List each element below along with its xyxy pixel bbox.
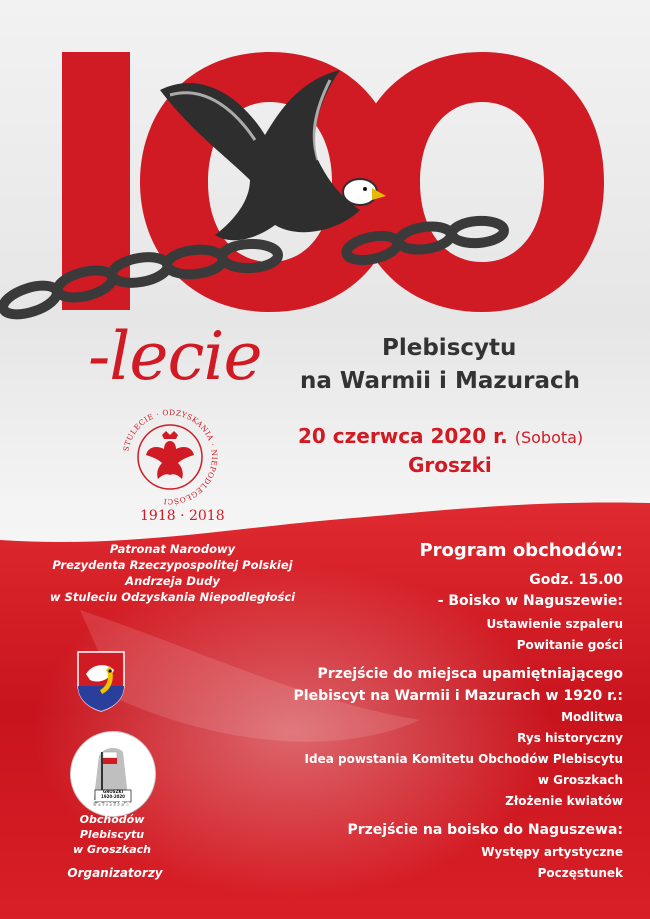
program-heading: Program obchodów: <box>419 540 623 561</box>
program-item: Występy artystyczne <box>481 845 623 859</box>
program-item: Modlitwa <box>561 710 623 724</box>
event-date <box>298 424 583 448</box>
patronat-line: Prezydenta Rzeczypospolitej Polskiej <box>52 558 293 572</box>
digit-zero-2 <box>352 52 604 312</box>
program-item: Poczęstunek <box>537 866 623 880</box>
program-item: Rys historyczny <box>517 731 623 745</box>
komitet-line: w Groszkach <box>72 843 152 856</box>
event-day: (Sobota) <box>514 428 584 447</box>
title-line2: na Warmii i Mazurach <box>300 368 580 394</box>
program-section: Plebiscyt na Warmii i Mazurach w 1920 r.: <box>293 688 623 704</box>
komitet-logo-label: GROSZKI 1920-2020 <box>101 789 125 799</box>
komitet-line: Obchodów <box>79 813 145 826</box>
program-block <box>294 540 623 884</box>
patronat-line: w Stuleciu Odzyskania Niepodległości <box>49 590 296 604</box>
independence-emblem <box>118 405 222 509</box>
program-section: Przejście na boisko do Naguszewa: <box>347 822 623 838</box>
komitet-text <box>62 797 162 857</box>
organizatorzy-label: Organizatorzy <box>67 866 163 880</box>
crowned-eagle-icon <box>146 431 194 479</box>
emblem-years: 1918 · 2018 <box>140 508 225 524</box>
program-time: Godz. 15.00 <box>529 572 623 588</box>
patronat-line: Patronat Narodowy <box>109 542 236 556</box>
patronat-line: Andrzeja Dudy <box>125 574 220 588</box>
big-100-graphic <box>0 0 650 330</box>
emblem-ring-text: STULECIE · ODZYSKANIA · NIEPODLEGŁOŚCI <box>121 407 220 507</box>
komitet-line: Komitet <box>87 798 137 811</box>
lecie-text: -lecie <box>88 318 262 395</box>
program-section: Przejście do miejsca upamiętniającego <box>317 666 623 682</box>
program-item: Powitanie gości <box>516 638 623 652</box>
program-section: - Boisko w Naguszewie: <box>437 593 623 609</box>
program-item: w Groszkach <box>537 773 623 787</box>
coat-of-arms-icon <box>76 650 126 712</box>
event-date-value: 20 czerwca 2020 r. <box>298 424 508 448</box>
komitet-line: Plebiscytu <box>79 828 145 841</box>
program-item: Złożenie kwiatów <box>505 794 623 808</box>
title-line1: Plebiscytu <box>382 335 517 361</box>
event-place: Groszki <box>408 453 492 477</box>
patronat-block <box>40 541 305 605</box>
program-item: Ustawienie szpaleru <box>486 617 623 631</box>
program-item: Idea powstania Komitetu Obchodów Plebiscytu <box>304 752 623 766</box>
